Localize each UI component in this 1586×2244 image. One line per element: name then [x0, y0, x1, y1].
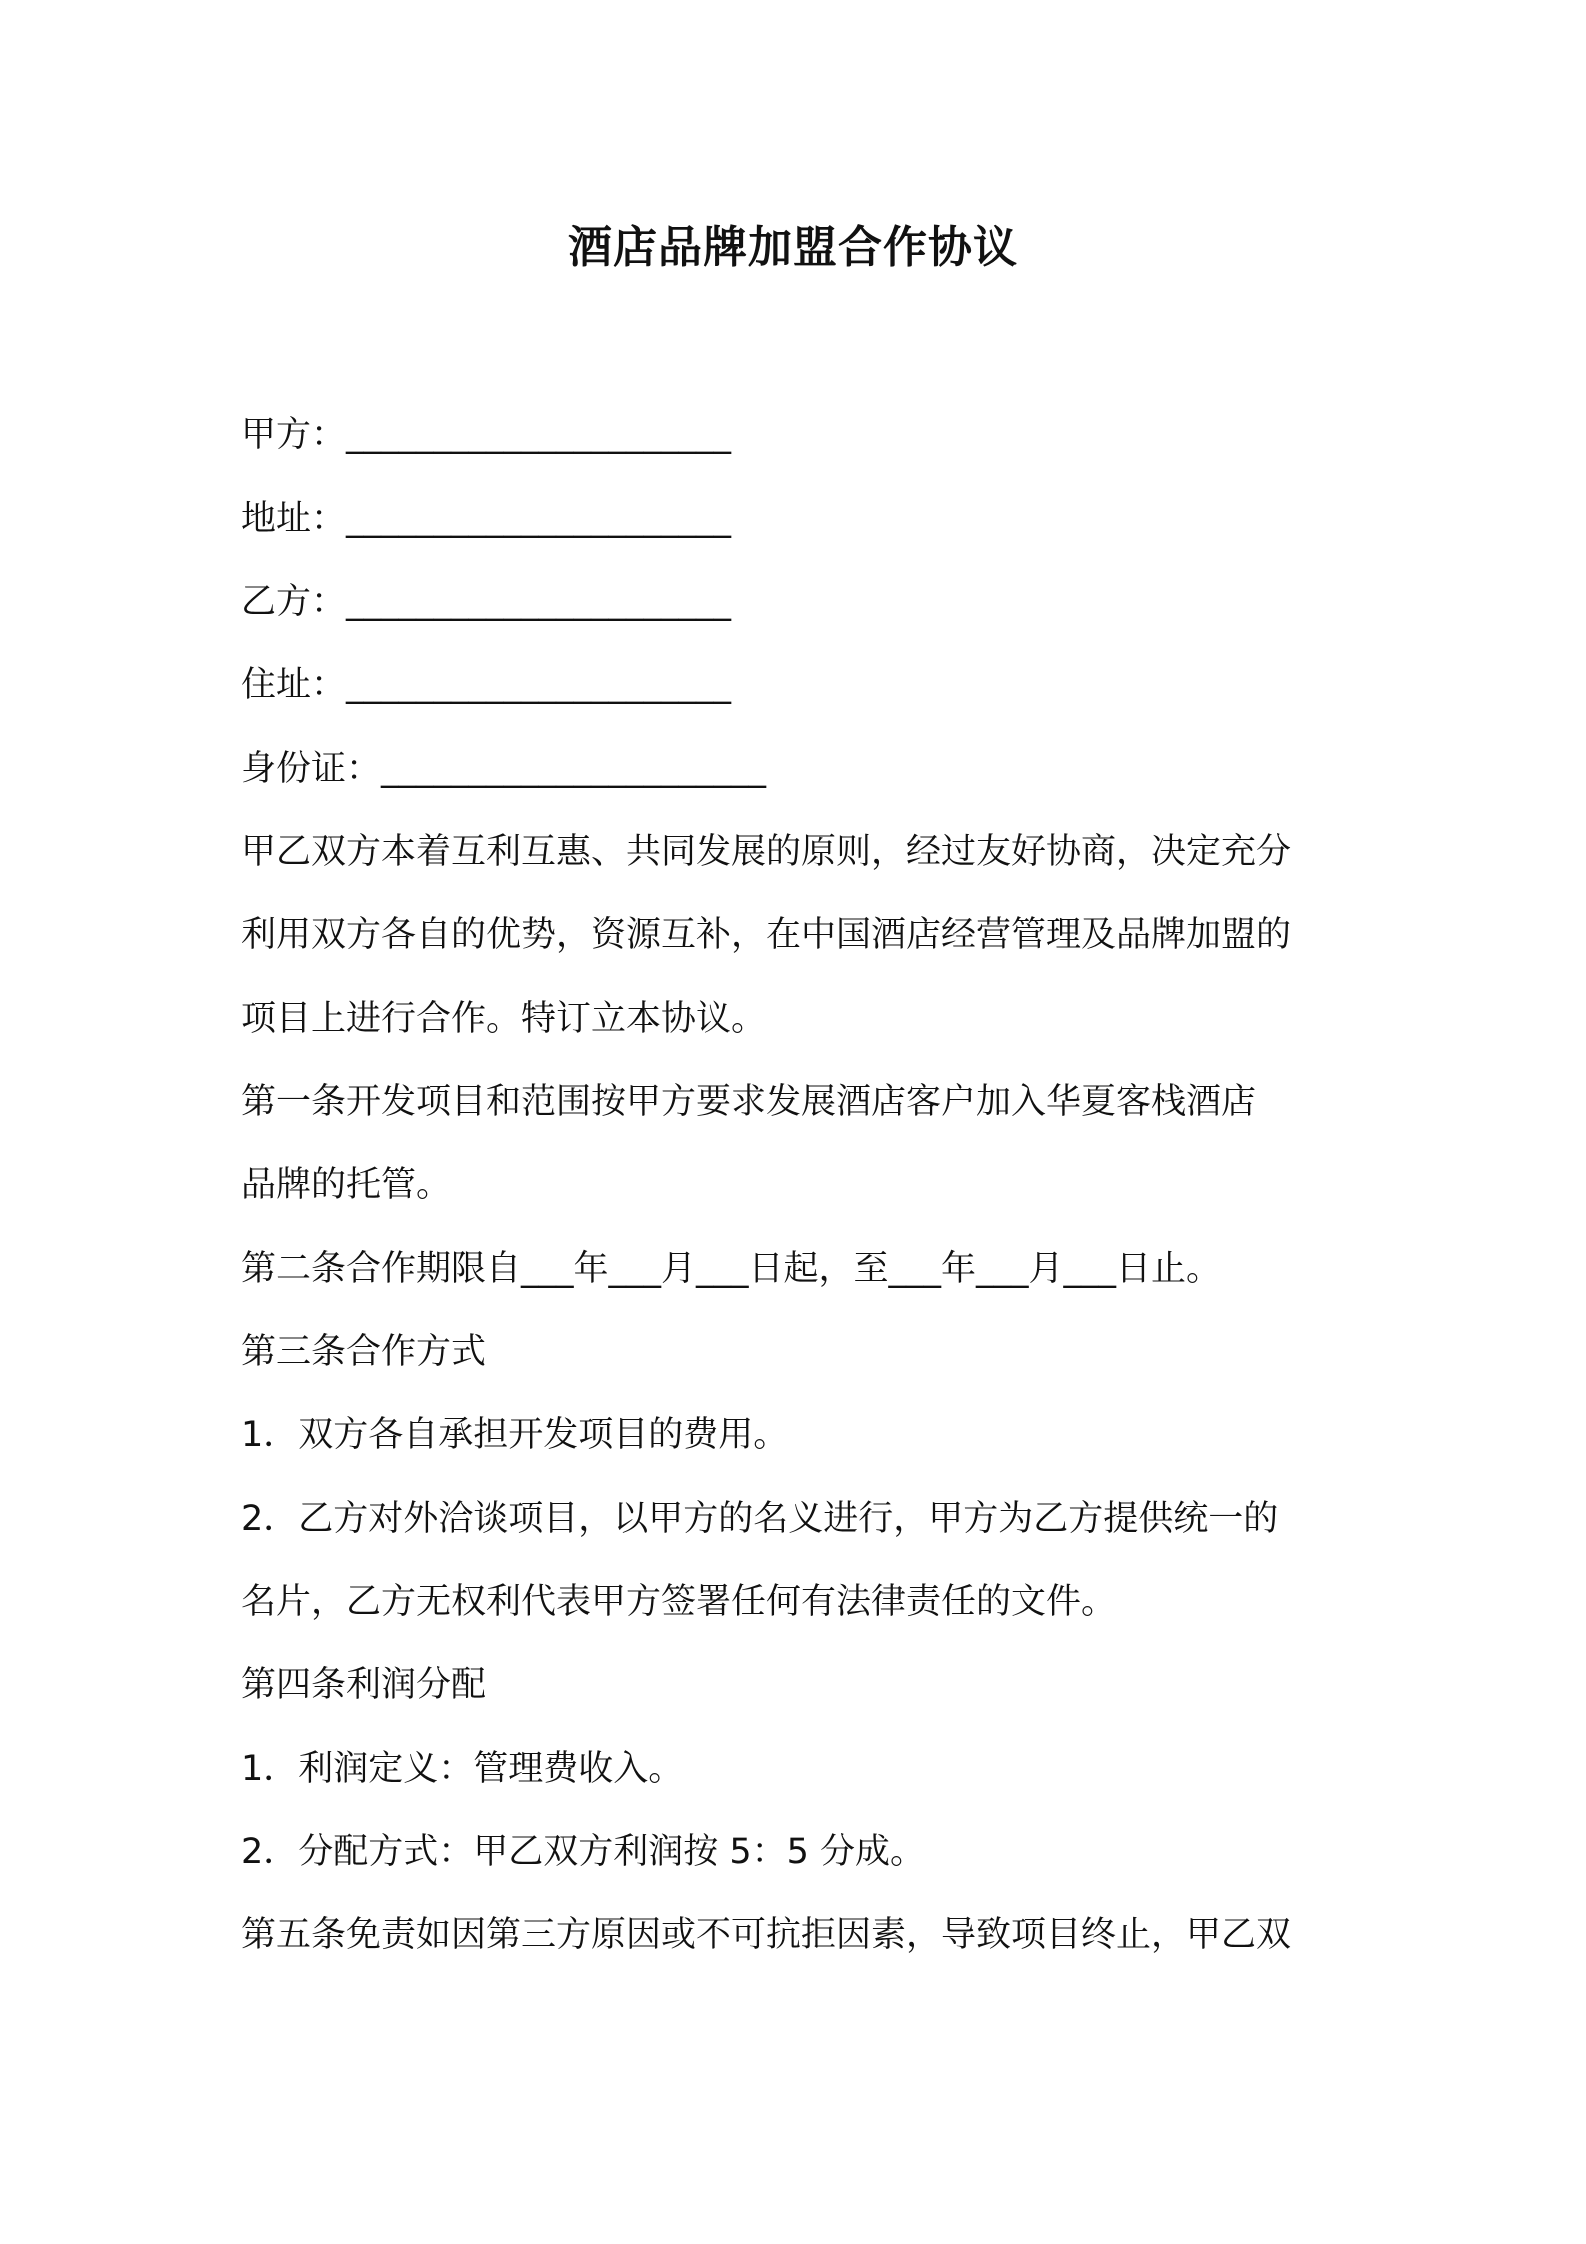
- party-b-field: 乙方：______________________: [241, 582, 732, 622]
- party-b-residence-field: 住址：______________________: [241, 665, 732, 705]
- article-1-line-2: 品牌的托管。: [241, 1165, 452, 1205]
- article-4-item-1: 1．利润定义：管理费收入。: [241, 1749, 684, 1789]
- article-1-line-1: 第一条开发项目和范围按甲方要求发展酒店客户加入华夏客栈酒店: [241, 1082, 1257, 1122]
- party-a-field: 甲方：______________________: [241, 415, 732, 455]
- article-3-item-2-line-2: 名片，乙方无权利代表甲方签署任何有法律责任的文件。: [241, 1582, 1117, 1622]
- preamble-line-3: 项目上进行合作。特订立本协议。: [241, 999, 767, 1039]
- article-4-item-2: 2．分配方式：甲乙双方利润按 5：5 分成。: [241, 1832, 926, 1872]
- article-2-term: 第二条合作期限自___年___月___日起，至___年___月___日止。: [241, 1249, 1222, 1289]
- article-4-heading: 第四条利润分配: [241, 1665, 487, 1705]
- preamble-line-2: 利用双方各自的优势，资源互补，在中国酒店经营管理及品牌加盟的: [241, 915, 1292, 955]
- article-3-item-1: 1．双方各自承担开发项目的费用。: [241, 1415, 789, 1455]
- id-number-field: 身份证：______________________: [241, 749, 767, 789]
- article-3-heading: 第三条合作方式: [241, 1332, 487, 1372]
- article-3-item-2-line-1: 2．乙方对外洽谈项目，以甲方的名义进行，甲方为乙方提供统一的: [241, 1499, 1279, 1539]
- article-5-line-1: 第五条免责如因第三方原因或不可抗拒因素，导致项目终止，甲乙双: [241, 1915, 1292, 1955]
- preamble-line-1: 甲乙双方本着互利互惠、共同发展的原则，经过友好协商，决定充分: [241, 832, 1292, 872]
- party-a-address-field: 地址：______________________: [241, 499, 732, 539]
- document-title: 酒店品牌加盟合作协议: [568, 222, 1018, 273]
